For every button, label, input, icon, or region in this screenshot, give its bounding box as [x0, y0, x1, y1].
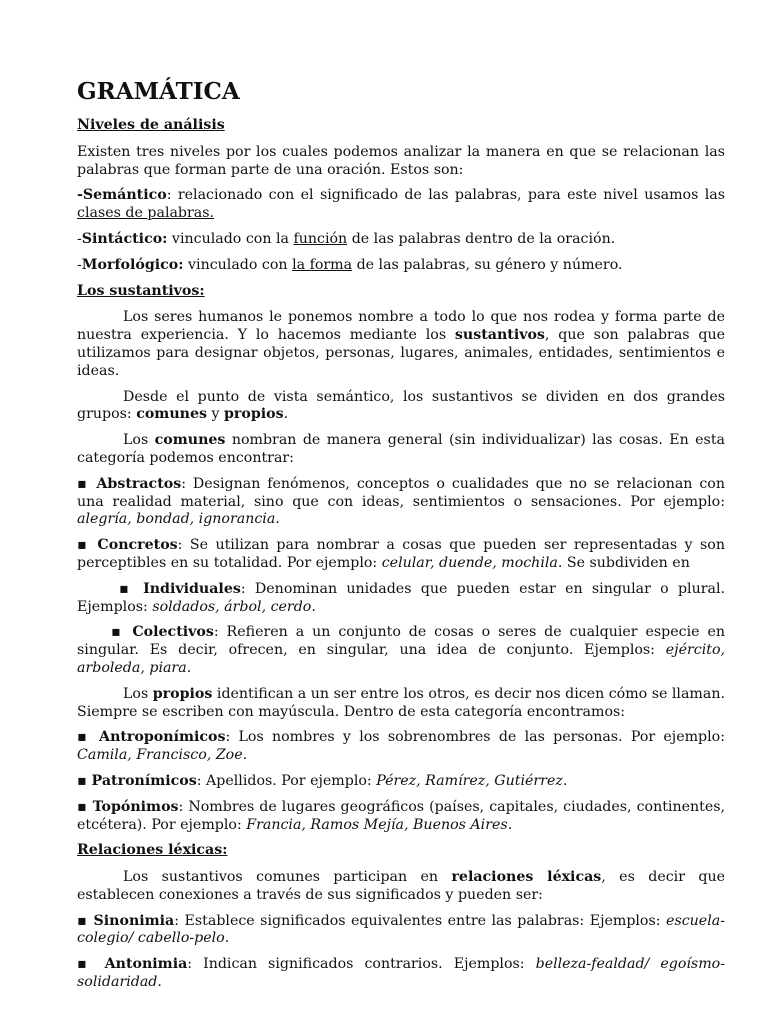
sustantivos-p1: Los seres humanos le ponemos nombre a todo lo que nos rodea y forma parte de nuestra experiencia. Y lo hacemos mediante los sustantivos, que son palabras que utilizamos para designar objetos, personas, lugares, animales, entidades, sentimientos e ideas. [77, 309, 725, 379]
term-antroponimicos: ▪ Antroponímicos [77, 729, 226, 746]
list-item-antonimia: ▪ Antonimia: Indican significados contrarios. Ejemplos: belleza-fealdad/ egoísmo-solidaridad. [77, 956, 726, 991]
term-concretos: ▪ Concretos [77, 537, 178, 554]
list-item-sinonimia: ▪ Sinonimia: Establece significados equivalentes entre las palabras: Ejemplos: escuela-colegio/ cabello-pelo. [77, 912, 725, 947]
term-toponimos: ▪ Topónimos [77, 798, 179, 815]
term-abstractos: ▪ Abstractos [77, 475, 182, 492]
relaciones-p1: Los sustantivos comunes participan en relaciones léxicas, es decir que establecen conexiones a través de sus significados y pueden ser: [77, 869, 725, 903]
heading-sustantivos: Los sustantivos: [77, 282, 205, 299]
nivel-semantico: -Semántico: relacionado con el significado de las palabras, para este nivel usamos las clases de palabras. [77, 187, 725, 222]
list-item-abstractos: ▪ Abstractos: Designan fenómenos, conceptos o cualidades que no se relacionan con una realidad material, sino que con ideas, sentimientos o sensaciones. Por ejemplo: alegría, bondad, ignorancia. [77, 475, 725, 528]
sustantivos-p3: Los comunes nombran de manera general (sin individualizar) las cosas. En esta categoría podemos encontrar: [77, 432, 725, 466]
term-patronimicos: ▪ Patronímicos [77, 772, 197, 789]
heading-niveles: Niveles de análisis [77, 117, 225, 133]
nivel-sintactico: -Sintáctico: vinculado con la función de las palabras dentro de la oración. [77, 230, 616, 247]
term-antonimia: ▪ Antonimia [77, 956, 188, 973]
term-individuales: ▪ Individuales [119, 580, 241, 597]
list-item-antroponimicos: ▪ Antroponímicos: Los nombres y los sobrenombres de las personas. Por ejemplo: Camila, Francisco, Zoe. [77, 729, 725, 764]
list-item-patronimicos: ▪ Patronímicos: Apellidos. Por ejemplo: Pérez, Ramírez, Gutiérrez. [77, 772, 568, 789]
list-item-toponimos: ▪ Topónimos: Nombres de lugares geográficos (países, capitales, ciudades, continentes, etcétera). Por ejemplo: Francia, Ramos Mejía, Buenos Aires. [77, 798, 726, 833]
link-funcion: función [293, 230, 348, 247]
list-item-individuales: ▪ Individuales: Denominan unidades que pueden estar en singular o plural. Ejemplos: soldados, árbol, cerdo. [77, 580, 726, 615]
sustantivos-p2: Desde el punto de vista semántico, los sustantivos se dividen en dos grandes grupos: comunes y propios. [77, 388, 725, 423]
nivel-morfologico: -Morfológico: vinculado con la forma de las palabras, su género y número. [77, 256, 623, 273]
link-la-forma: la forma [292, 256, 353, 273]
term-sinonimia: ▪ Sinonimia [77, 912, 175, 929]
niveles-intro: Existen tres niveles por los cuales podemos analizar la manera en que se relacionan las palabras que forman parte de una oración. Estos son: [77, 143, 725, 178]
sustantivos-p4: Los propios identifican a un ser entre los otros, es decir nos dicen cómo se llaman. Siempre se escriben con mayúscula. Dentro de esta categoría encontramos: [77, 685, 725, 720]
list-item-concretos: ▪ Concretos: Se utilizan para nombrar a cosas que pueden ser representadas y son perceptibles en su totalidad. Por ejemplo: celular, duende, mochila. Se subdividen en [77, 537, 725, 571]
page-title: GRAMÁTICA [77, 78, 240, 105]
heading-relaciones: Relaciones léxicas: [77, 842, 228, 859]
nivel-semantico-term: -Semántico [77, 187, 167, 204]
list-item-colectivos: ▪ Colectivos: Refieren a un conjunto de cosas o seres de cualquier especie en singular. Es decir, ofrecen, en singular, una idea de conjunto. Ejemplos: ejército, arboleda, piara. [77, 624, 725, 676]
nivel-sintactico-term: Sintáctico: [81, 230, 168, 247]
term-colectivos: ▪ Colectivos [111, 624, 214, 641]
nivel-morfologico-term: Morfológico: [81, 256, 184, 273]
link-clases-de-palabras: clases de palabras. [77, 205, 215, 222]
